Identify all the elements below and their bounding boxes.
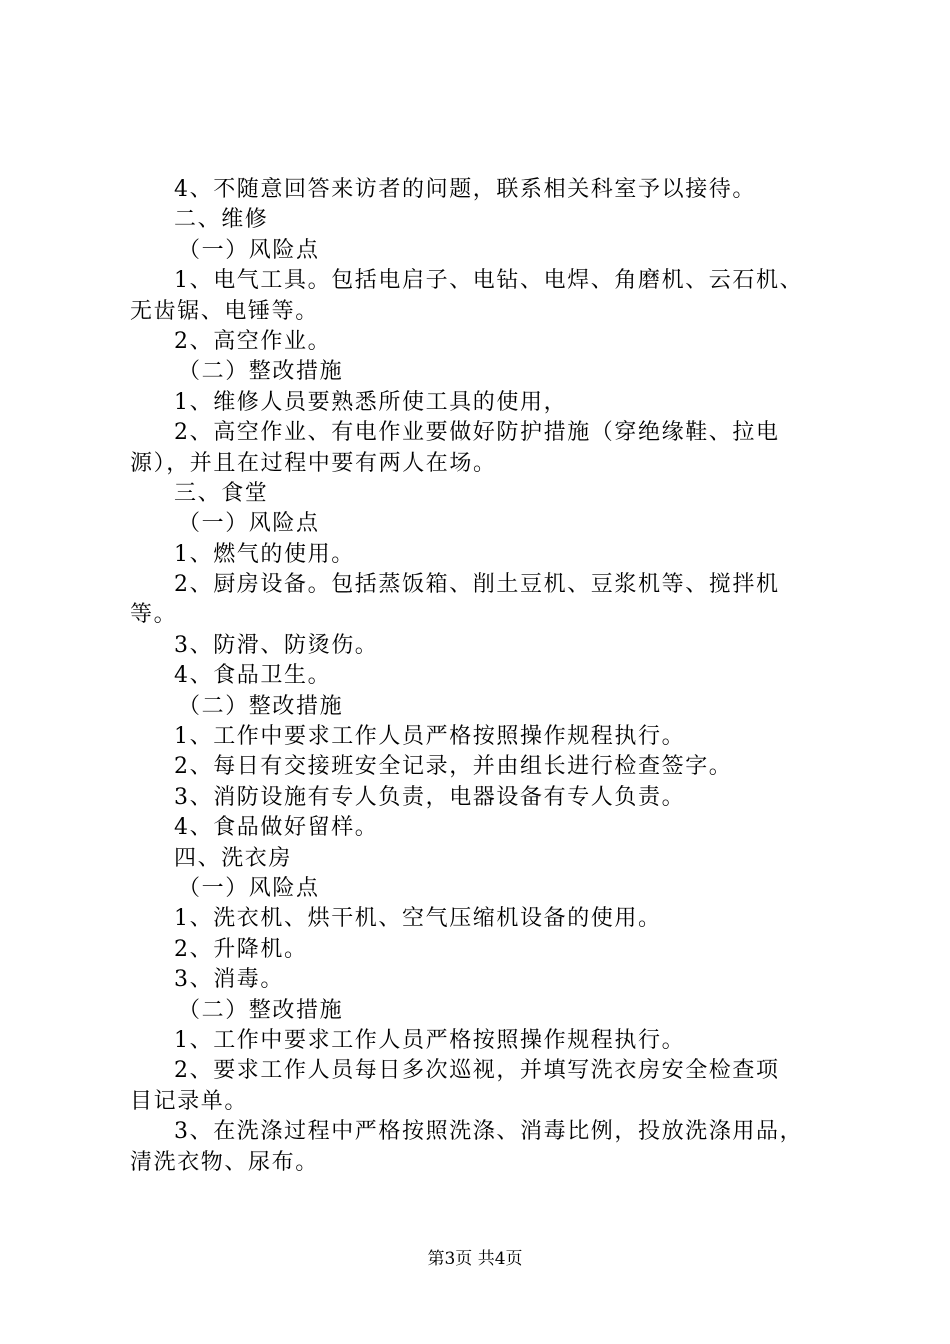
paragraph-line: 2、高空作业。 [174,328,332,354]
section-heading: 四、洗衣房 [174,845,293,871]
paragraph-line: 3、消毒。 [174,967,284,993]
paragraph-line: 无齿锯、电锤等。 [130,298,319,324]
section-heading: 二、维修 [174,207,269,233]
document-body [130,175,840,1178]
paragraph-line: 目记录单。 [130,1088,249,1114]
paragraph-line: 4、食品卫生。 [174,663,332,689]
paragraph-line: 1、工作中要求工作人员严格按照操作规程执行。 [174,724,686,750]
subsection-heading: （二）整改措施 [178,693,344,719]
paragraph-line: 2、高空作业、有电作业要做好防护措施（穿绝缘鞋、拉电 [174,420,780,446]
paragraph-line: 4、食品做好留样。 [174,815,379,841]
paragraph-line: 源），并且在过程中要有两人在场。 [130,450,497,476]
section-heading: 三、食堂 [174,480,269,506]
paragraph-line: 4、不随意回答来访者的问题，联系相关科室予以接待。 [174,177,756,202]
paragraph-line: 1、电气工具。包括电启子、电钻、电焊、角磨机、云石机、 [174,268,804,294]
subsection-heading: （二）整改措施 [178,359,344,385]
paragraph-line: 1、洗衣机、烘干机、空气压缩机设备的使用。 [174,906,662,932]
paragraph-line: 1、维修人员要熟悉所使工具的使用， [174,389,568,415]
subsection-heading: （一）风险点 [178,875,320,901]
paragraph-line: 3、消防设施有专人负责，电器设备有专人负责。 [174,784,686,810]
paragraph-line: 3、在洗涤过程中严格按照洗涤、消毒比例，投放洗涤用品， [174,1119,804,1145]
paragraph-line: 2、升降机。 [174,936,308,962]
paragraph-line: 等。 [130,602,178,628]
subsection-heading: （一）风险点 [178,511,320,537]
paragraph-line: 1、工作中要求工作人员严格按照操作规程执行。 [174,1027,686,1053]
page-footer: 第3页 共4页 [427,1249,523,1269]
paragraph-line: 2、每日有交接班安全记录，并由组长进行检查签字。 [174,754,733,780]
paragraph-line: 2、厨房设备。包括蒸饭箱、削土豆机、豆浆机等、搅拌机 [174,572,780,598]
paragraph-line: 1、燃气的使用。 [174,541,355,567]
paragraph-line: 2、要求工作人员每日多次巡视，并填写洗衣房安全检查项 [174,1058,780,1084]
subsection-heading: （二）整改措施 [178,997,344,1023]
paragraph-line: 清洗衣物、尿布。 [130,1149,319,1175]
paragraph-line: 3、防滑、防烫伤。 [174,632,379,658]
subsection-heading: （一）风险点 [178,237,320,263]
